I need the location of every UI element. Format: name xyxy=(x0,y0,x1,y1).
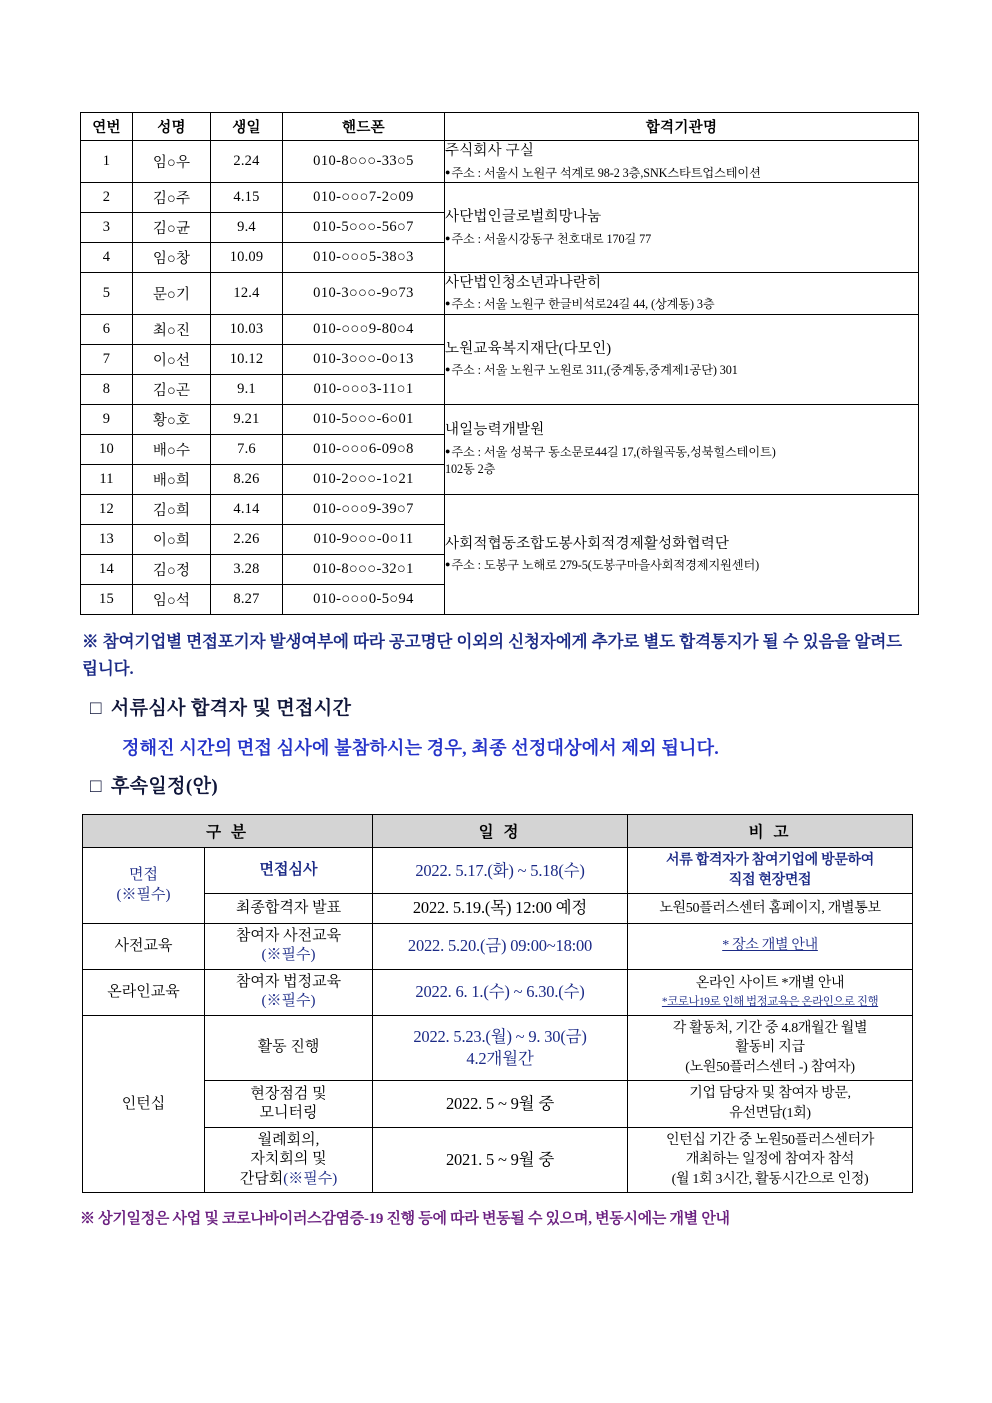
col-header-no: 연번 xyxy=(81,113,133,141)
cell-no: 2 xyxy=(81,182,133,212)
remarks-line: 인턴십 기간 중 노원50플러스센터가 xyxy=(665,1132,875,1148)
schedule-row xyxy=(83,894,913,923)
organization-address: ●주소 : 서울시강동구 천호대로 170길 77 xyxy=(445,231,652,246)
interview-warning: 정해진 시간의 면접 심사에 불참하시는 경우, 최종 선정대상에서 제외 됩니다. xyxy=(122,738,719,759)
schedule-date: 2021. 5 ~ 9월 중 xyxy=(373,1127,628,1193)
cell-phone: 010-5○○○-6○01 xyxy=(283,404,445,434)
col-header-date: 일 정 xyxy=(373,815,628,848)
organization-address: ●주소 : 서울시 노원구 석계로 98-2 3층,SNK스타트업스테이션 xyxy=(445,165,761,180)
cell-phone: 010-9○○○-0○11 xyxy=(283,524,445,554)
group-sublabel: (※필수) xyxy=(116,887,171,904)
schedule-subitem xyxy=(205,969,373,1015)
subitem-note: (※필수) xyxy=(261,947,316,964)
cell-name: 문○기 xyxy=(133,272,211,314)
applicant-note: ※ 참여기업별 면접포기자 발생여부에 따라 공고명단 이외의 신청자에게 추가로 별도 합격통지가 될 수 있음을 알려드립니다. xyxy=(82,631,902,678)
schedule-row xyxy=(83,848,913,894)
cell-no: 12 xyxy=(81,494,133,524)
schedule-remarks xyxy=(628,1015,913,1081)
cell-no: 13 xyxy=(81,524,133,554)
cell-name: 김○곤 xyxy=(133,374,211,404)
section-heading-schedule-label: 후속일정(안) xyxy=(110,776,219,798)
checkbox-icon: □ xyxy=(90,776,102,798)
cell-organization xyxy=(445,272,919,314)
schedule-date: 2022. 5.20.(금) 09:00~18:00 xyxy=(373,923,628,969)
remarks-line: (노원50플러스센터 -) 참여자) xyxy=(685,1059,855,1075)
subitem-label: 참여자 사전교육 xyxy=(235,927,342,944)
col-header-name: 성명 xyxy=(133,113,211,141)
cell-name: 임○우 xyxy=(133,141,211,183)
schedule-remarks xyxy=(628,1127,913,1193)
accepted-applicants-table xyxy=(80,112,919,615)
schedule-group-pretraining: 사전교육 xyxy=(83,923,205,969)
bullet-icon: ● xyxy=(445,298,451,309)
schedule-date: 2022. 5.17.(화) ~ 5.18(수) xyxy=(373,848,628,894)
cell-phone: 010-3○○○-9○73 xyxy=(283,272,445,314)
cell-organization xyxy=(445,141,919,183)
cell-name: 임○석 xyxy=(133,584,211,614)
cell-birthday: 10.09 xyxy=(211,242,283,272)
subitem-note: (※필수) xyxy=(283,1170,338,1187)
schedule-subitem xyxy=(205,1081,373,1127)
cell-no: 1 xyxy=(81,141,133,183)
table-row xyxy=(81,272,919,314)
organization-address: ●주소 : 도봉구 노해로 279-5(도봉구마을사회적경제지원센터) xyxy=(445,558,760,573)
cell-phone: 010-○○○9-39○7 xyxy=(283,494,445,524)
cell-birthday: 3.28 xyxy=(211,554,283,584)
organization-address: ●주소 : 서울 노원구 노원로 311,(중계동,중계제1공단) 301 xyxy=(445,363,738,378)
cell-no: 14 xyxy=(81,554,133,584)
cell-organization xyxy=(445,182,919,272)
bullet-icon: ● xyxy=(445,559,451,570)
schedule-subitem: 면접심사 xyxy=(205,848,373,894)
cell-name: 김○균 xyxy=(133,212,211,242)
cell-name: 이○선 xyxy=(133,344,211,374)
schedule-subitem xyxy=(205,923,373,969)
cell-birthday: 4.15 xyxy=(211,182,283,212)
cell-name: 김○주 xyxy=(133,182,211,212)
subitem-label: 자치회의 및 xyxy=(250,1151,327,1168)
cell-birthday: 7.6 xyxy=(211,434,283,464)
col-header-org: 합격기관명 xyxy=(445,113,919,141)
organization-name: 사단법인청소년과나란히 xyxy=(445,274,602,291)
schedule-table xyxy=(82,814,913,1193)
cell-name: 김○정 xyxy=(133,554,211,584)
col-header-category: 구 분 xyxy=(83,815,373,848)
schedule-remarks xyxy=(628,969,913,1015)
cell-birthday: 2.24 xyxy=(211,141,283,183)
cell-birthday: 12.4 xyxy=(211,272,283,314)
cell-name: 황○호 xyxy=(133,404,211,434)
table-row xyxy=(81,314,919,344)
bullet-icon: ● xyxy=(445,364,451,375)
cell-no: 6 xyxy=(81,314,133,344)
table-row xyxy=(81,404,919,434)
organization-name: 내일능력개발원 xyxy=(445,422,545,439)
section-heading-interview-label: 서류심사 합격자 및 면접시간 xyxy=(110,698,352,720)
subitem-label: 현장점검 및 xyxy=(250,1085,327,1102)
col-header-birthday: 생일 xyxy=(211,113,283,141)
cell-name: 배○수 xyxy=(133,434,211,464)
schedule-date: 2022. 5 ~ 9월 중 xyxy=(373,1081,628,1127)
schedule-row xyxy=(83,1081,913,1127)
remarks-note-link[interactable]: *코로나19로 인해 법정교육은 온라인으로 진행 xyxy=(661,995,879,1008)
schedule-remarks xyxy=(628,848,913,894)
cell-phone: 010-○○○9-80○4 xyxy=(283,314,445,344)
schedule-group-onlinetraining: 온라인교육 xyxy=(83,969,205,1015)
cell-birthday: 10.12 xyxy=(211,344,283,374)
organization-name: 사단법인글로벌희망나눔 xyxy=(445,208,602,225)
cell-no: 7 xyxy=(81,344,133,374)
cell-phone: 010-8○○○-32○1 xyxy=(283,554,445,584)
section-heading-schedule xyxy=(90,771,920,798)
subitem-label: 참여자 법정교육 xyxy=(235,973,342,990)
date-line: 2022. 5.23.(월) ~ 9. 30(금) xyxy=(413,1026,587,1046)
bullet-icon: ● xyxy=(445,232,451,243)
remarks-line: 각 활동처, 기간 중 4.8개월간 월별 xyxy=(672,1020,868,1036)
cell-phone: 010-3○○○-0○13 xyxy=(283,344,445,374)
remarks-line: 개최하는 일정에 참여자 참석 xyxy=(685,1152,855,1168)
table-row xyxy=(81,141,919,183)
cell-no: 8 xyxy=(81,374,133,404)
cell-no: 4 xyxy=(81,242,133,272)
cell-phone: 010-2○○○-1○21 xyxy=(283,464,445,494)
schedule-subitem xyxy=(205,1127,373,1193)
schedule-row xyxy=(83,923,913,969)
schedule-date: 2022. 6. 1.(수) ~ 6.30.(수) xyxy=(373,969,628,1015)
schedule-row xyxy=(83,969,913,1015)
cell-organization xyxy=(445,314,919,404)
schedule-subitem: 최종합격자 발표 xyxy=(205,894,373,923)
cell-birthday: 8.26 xyxy=(211,464,283,494)
cell-name: 이○희 xyxy=(133,524,211,554)
organization-name: 노원교육복지재단(다모인) xyxy=(445,340,612,357)
subitem-label: 모니터링 xyxy=(259,1105,318,1122)
cell-no: 3 xyxy=(81,212,133,242)
remarks-line: (월 1회 3시간, 활동시간으로 인정) xyxy=(671,1171,869,1187)
remarks-line: 서류 합격자가 참여기업에 방문하여 xyxy=(666,853,874,869)
cell-birthday: 9.1 xyxy=(211,374,283,404)
table-row xyxy=(81,182,919,212)
schedule-row xyxy=(83,1015,913,1081)
cell-birthday: 9.4 xyxy=(211,212,283,242)
schedule-remarks-link[interactable]: * 장소 개별 안내 xyxy=(628,923,913,969)
schedule-remarks xyxy=(628,1081,913,1127)
section-heading-interview xyxy=(90,693,920,720)
cell-name: 임○창 xyxy=(133,242,211,272)
schedule-row xyxy=(83,1127,913,1193)
remarks-line: 유선면담(1회) xyxy=(729,1106,811,1122)
bottom-note: ※ 상기일정은 사업 및 코로나바이러스감염증-19 진행 등에 따라 변동될 수 있으며, 변동시에는 개별 안내 xyxy=(80,1211,730,1228)
schedule-remarks: 노원50플러스센터 홈페이지, 개별통보 xyxy=(628,894,913,923)
date-line: 4.2개월간 xyxy=(466,1049,534,1069)
organization-address: ●주소 : 서울 노원구 한글비석로24길 44, (상계동) 3층 xyxy=(445,297,715,312)
bullet-icon: ● xyxy=(445,445,451,456)
schedule-header-row xyxy=(83,815,913,848)
cell-organization xyxy=(445,404,919,494)
subitem-note: (※필수) xyxy=(261,993,316,1010)
schedule-group-interview xyxy=(83,848,205,923)
cell-birthday: 10.03 xyxy=(211,314,283,344)
table-row xyxy=(81,494,919,524)
cell-organization xyxy=(445,494,919,614)
remarks-line: 기업 담당자 및 참여자 방문, xyxy=(689,1086,851,1102)
subitem-label: 간담회(※필수) xyxy=(239,1170,338,1187)
cell-no: 15 xyxy=(81,584,133,614)
cell-phone: 010-8○○○-33○5 xyxy=(283,141,445,183)
organization-name: 주식회사 구실 xyxy=(445,143,535,159)
remarks-line: 직접 현장면접 xyxy=(728,872,812,888)
organization-name: 사회적협동조합도봉사회적경제활성화협력단 xyxy=(445,535,730,552)
cell-birthday: 4.14 xyxy=(211,494,283,524)
cell-no: 9 xyxy=(81,404,133,434)
cell-birthday: 8.27 xyxy=(211,584,283,614)
remarks-line: 활동비 지급 xyxy=(735,1040,805,1056)
schedule-group-internship: 인턴십 xyxy=(83,1015,205,1193)
cell-name: 배○희 xyxy=(133,464,211,494)
cell-phone: 010-○○○0-5○94 xyxy=(283,584,445,614)
cell-name: 김○희 xyxy=(133,494,211,524)
cell-phone: 010-○○○7-2○09 xyxy=(283,182,445,212)
bullet-icon: ● xyxy=(445,166,451,177)
organization-address: ●주소 : 서울 성북구 동소문로44길 17,(하월곡동,성북힐스테이트) xyxy=(445,444,776,459)
group-label: 면접 xyxy=(129,867,158,884)
cell-no: 5 xyxy=(81,272,133,314)
checkbox-icon: □ xyxy=(90,698,102,720)
table-header-row xyxy=(81,113,919,141)
cell-phone: 010-5○○○-56○7 xyxy=(283,212,445,242)
subitem-label: 월례회의, xyxy=(257,1131,320,1148)
schedule-date xyxy=(373,1015,628,1081)
col-header-phone: 핸드폰 xyxy=(283,113,445,141)
cell-birthday: 9.21 xyxy=(211,404,283,434)
cell-phone: 010-○○○3-11○1 xyxy=(283,374,445,404)
cell-birthday: 2.26 xyxy=(211,524,283,554)
cell-name: 최○진 xyxy=(133,314,211,344)
schedule-subitem: 활동 진행 xyxy=(205,1015,373,1081)
schedule-date: 2022. 5.19.(목) 12:00 예정 xyxy=(373,894,628,923)
cell-phone: 010-○○○5-38○3 xyxy=(283,242,445,272)
cell-no: 10 xyxy=(81,434,133,464)
cell-no: 11 xyxy=(81,464,133,494)
cell-phone: 010-○○○6-09○8 xyxy=(283,434,445,464)
organization-address-line2: 102동 2층 xyxy=(445,462,496,477)
col-header-remarks: 비 고 xyxy=(628,815,913,848)
remarks-line: 온라인 사이트 *개별 안내 xyxy=(695,976,845,992)
